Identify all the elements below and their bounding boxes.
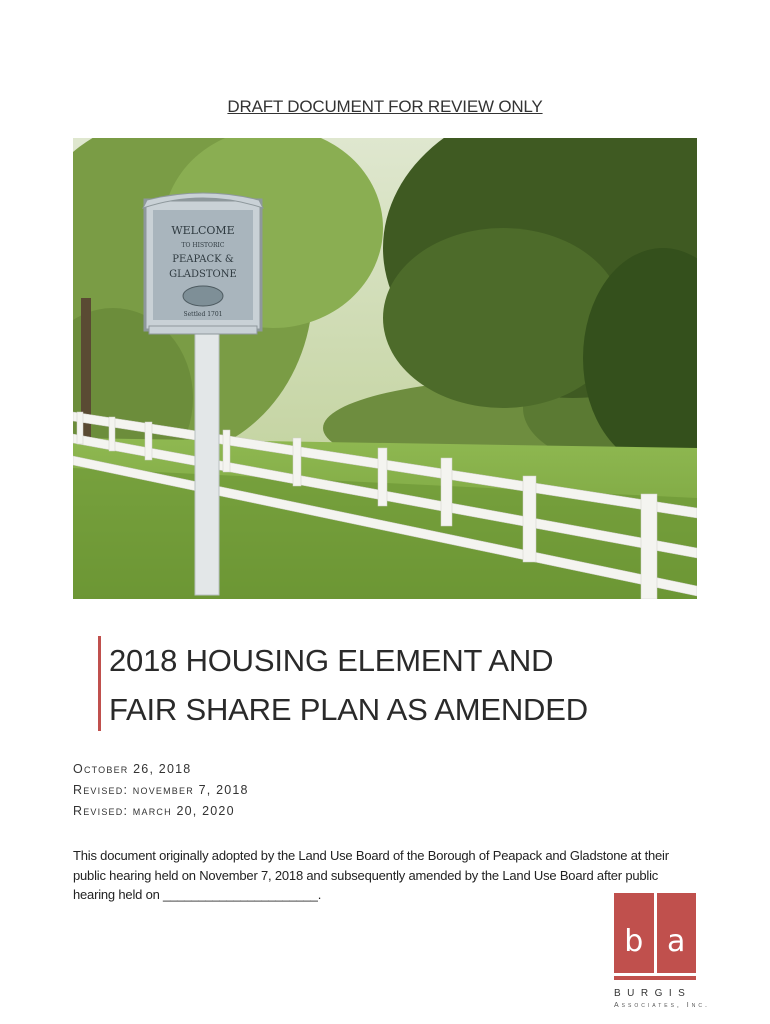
logo-letter-b: b: [624, 924, 644, 959]
logo-subtitle: Associates, Inc.: [614, 1002, 710, 1009]
original-date: October 26, 2018: [73, 762, 192, 776]
sign-line-1: WELCOME: [171, 224, 235, 237]
sign-line-4: GLADSTONE: [169, 269, 237, 280]
date-block: [73, 759, 249, 822]
document-title: [98, 636, 588, 731]
revised-date-1: Revised: november 7, 2018: [73, 783, 249, 797]
title-line-1: 2018 HOUSING ELEMENT AND: [109, 643, 554, 678]
sign-line-5: Settled 1701: [183, 311, 223, 318]
draft-notice: DRAFT DOCUMENT FOR REVIEW ONLY: [227, 97, 543, 116]
cover-photo: [73, 138, 697, 599]
logo-rule: [614, 976, 696, 980]
sign-line-3: PEAPACK &: [172, 254, 234, 265]
title-line-2: FAIR SHARE PLAN AS AMENDED: [109, 692, 588, 727]
sign-line-2: TO HISTORIC: [181, 242, 225, 249]
adoption-statement: This document originally adopted by the Land Use Board of the Borough of Peapack and Gladstone at their public hearing held on November 7, 2018 and subsequently amended by the Land Use Board after public hearing held on ______________________.: [73, 848, 669, 902]
logo-letter-a: a: [667, 924, 686, 959]
revised-date-2: Revised: march 20, 2020: [73, 804, 235, 818]
logo-mark: [614, 893, 696, 973]
burgis-logo: [614, 893, 710, 1009]
logo-name: BURGIS: [614, 988, 692, 999]
